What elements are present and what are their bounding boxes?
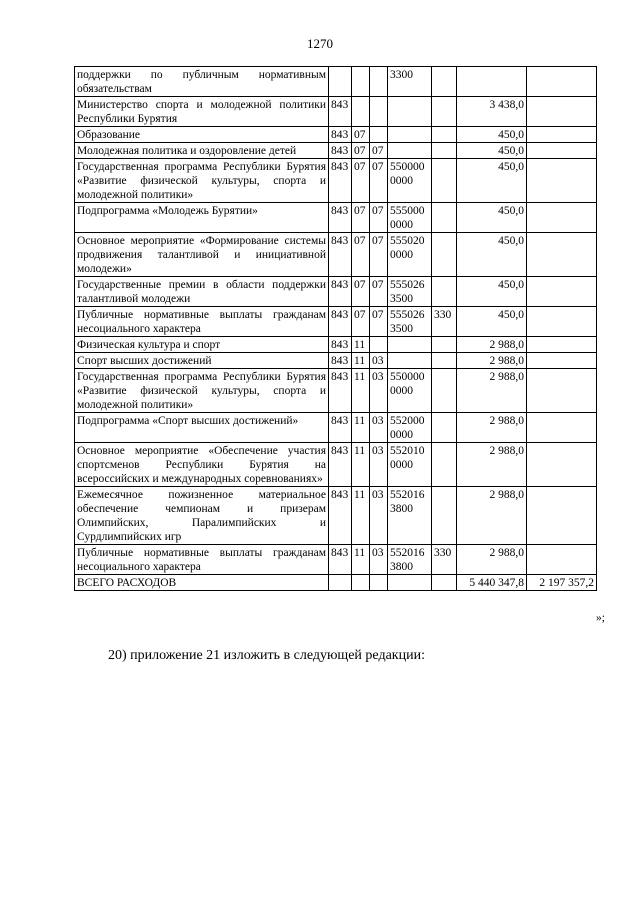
row-ved-cell: 843: [329, 233, 352, 277]
row-rz-cell: 11: [352, 353, 370, 369]
table-row: [75, 127, 597, 143]
row-sum1-cell: 3 438,0: [457, 97, 527, 127]
row-vr-cell: 330: [432, 307, 457, 337]
row-name-cell: Спорт высших достижений: [75, 353, 329, 369]
row-sum2-cell: [527, 233, 597, 277]
row-vr-cell: [432, 413, 457, 443]
row-csr-cell: 550000 0000: [388, 369, 432, 413]
table-row: [75, 277, 597, 307]
row-name-cell: Подпрограмма «Молодежь Бурятии»: [75, 203, 329, 233]
row-pr-cell: 07: [370, 143, 388, 159]
total-row: [75, 575, 597, 591]
row-vr-cell: [432, 443, 457, 487]
row-name-cell: Молодежная политика и оздоровление детей: [75, 143, 329, 159]
table-row: [75, 97, 597, 127]
row-vr-cell: [432, 67, 457, 97]
row-vr-cell: [432, 277, 457, 307]
table-row: [75, 233, 597, 277]
row-rz-cell: 07: [352, 143, 370, 159]
row-csr-cell: 3300: [388, 67, 432, 97]
total-suffix: »;: [596, 612, 605, 624]
row-name-cell: Основное мероприятие «Обеспечение участия спортсменов Республики Бурятия на всероссийских и международных соревнованиях»: [75, 443, 329, 487]
total-empty-cell: [432, 575, 457, 591]
row-rz-cell: 07: [352, 127, 370, 143]
row-sum2-cell: [527, 353, 597, 369]
row-csr-cell: [388, 353, 432, 369]
budget-table: [74, 66, 597, 591]
row-sum1-cell: 450,0: [457, 307, 527, 337]
row-vr-cell: [432, 369, 457, 413]
row-sum1-cell: 450,0: [457, 127, 527, 143]
row-sum1-cell: 450,0: [457, 277, 527, 307]
total-empty-cell: [370, 575, 388, 591]
row-sum1-cell: 2 988,0: [457, 487, 527, 545]
row-ved-cell: 843: [329, 307, 352, 337]
row-csr-cell: 552010 0000: [388, 443, 432, 487]
row-pr-cell: [370, 337, 388, 353]
total-sum1-cell: 5 440 347,8: [457, 575, 527, 591]
row-ved-cell: 843: [329, 369, 352, 413]
row-csr-cell: [388, 127, 432, 143]
row-pr-cell: 07: [370, 233, 388, 277]
table-row: [75, 67, 597, 97]
row-name-cell: Государственные премии в области поддержки талантливой молодежи: [75, 277, 329, 307]
row-pr-cell: 03: [370, 545, 388, 575]
row-sum1-cell: 2 988,0: [457, 369, 527, 413]
row-name-cell: Министерство спорта и молодежной политики Республики Бурятия: [75, 97, 329, 127]
row-rz-cell: 11: [352, 487, 370, 545]
row-ved-cell: 843: [329, 413, 352, 443]
row-sum2-cell: [527, 203, 597, 233]
row-vr-cell: [432, 159, 457, 203]
row-sum1-cell: 2 988,0: [457, 353, 527, 369]
row-csr-cell: 555000 0000: [388, 203, 432, 233]
table-row: [75, 487, 597, 545]
row-pr-cell: 07: [370, 203, 388, 233]
row-rz-cell: 07: [352, 159, 370, 203]
row-vr-cell: [432, 337, 457, 353]
row-vr-cell: [432, 143, 457, 159]
row-pr-cell: 03: [370, 413, 388, 443]
row-ved-cell: 843: [329, 337, 352, 353]
row-sum2-cell: [527, 443, 597, 487]
row-rz-cell: 07: [352, 277, 370, 307]
row-csr-cell: 555020 0000: [388, 233, 432, 277]
row-sum1-cell: [457, 67, 527, 97]
table-row: [75, 337, 597, 353]
row-csr-cell: 552016 3800: [388, 545, 432, 575]
table-row: [75, 353, 597, 369]
row-sum1-cell: 450,0: [457, 143, 527, 159]
page-number: 1270: [307, 36, 333, 51]
table-row: [75, 143, 597, 159]
total-empty-cell: [352, 575, 370, 591]
row-name-cell: Государственная программа Республики Бурятия «Развитие физической культуры, спорта и молодежной политики»: [75, 369, 329, 413]
row-sum1-cell: 450,0: [457, 203, 527, 233]
row-pr-cell: [370, 97, 388, 127]
table-row: [75, 443, 597, 487]
row-sum2-cell: [527, 97, 597, 127]
row-vr-cell: [432, 97, 457, 127]
row-pr-cell: 03: [370, 443, 388, 487]
row-name-cell: Государственная программа Республики Бурятия «Развитие физической культуры, спорта и молодежной политики»: [75, 159, 329, 203]
row-pr-cell: 03: [370, 369, 388, 413]
row-pr-cell: 07: [370, 307, 388, 337]
row-ved-cell: 843: [329, 127, 352, 143]
row-rz-cell: 11: [352, 545, 370, 575]
row-sum2-cell: [527, 127, 597, 143]
row-ved-cell: 843: [329, 545, 352, 575]
row-ved-cell: [329, 67, 352, 97]
row-sum2-cell: [527, 337, 597, 353]
row-sum1-cell: 2 988,0: [457, 413, 527, 443]
table-row: [75, 413, 597, 443]
row-rz-cell: 07: [352, 203, 370, 233]
row-name-cell: Публичные нормативные выплаты гражданам несоциального характера: [75, 307, 329, 337]
row-sum1-cell: 2 988,0: [457, 337, 527, 353]
total-label: ВСЕГО РАСХОДОВ: [75, 575, 329, 591]
row-sum2-cell: [527, 369, 597, 413]
row-name-cell: Основное мероприятие «Формирование системы продвижения талантливой и инициативной молодежи»: [75, 233, 329, 277]
row-name-cell: Подпрограмма «Спорт высших достижений»: [75, 413, 329, 443]
row-ved-cell: 843: [329, 353, 352, 369]
row-ved-cell: 843: [329, 203, 352, 233]
row-rz-cell: 07: [352, 307, 370, 337]
row-vr-cell: [432, 203, 457, 233]
row-pr-cell: 03: [370, 487, 388, 545]
row-ved-cell: 843: [329, 443, 352, 487]
table-row: [75, 159, 597, 203]
row-sum2-cell: [527, 159, 597, 203]
total-empty-cell: [388, 575, 432, 591]
row-vr-cell: [432, 233, 457, 277]
row-pr-cell: [370, 127, 388, 143]
row-ved-cell: 843: [329, 487, 352, 545]
row-vr-cell: 330: [432, 545, 457, 575]
row-csr-cell: 555026 3500: [388, 307, 432, 337]
row-rz-cell: 11: [352, 413, 370, 443]
row-sum1-cell: 2 988,0: [457, 443, 527, 487]
row-csr-cell: 552016 3800: [388, 487, 432, 545]
row-rz-cell: [352, 67, 370, 97]
row-ved-cell: 843: [329, 97, 352, 127]
row-csr-cell: [388, 337, 432, 353]
row-vr-cell: [432, 127, 457, 143]
row-name-cell: поддержки по публичным нормативным обязательствам: [75, 67, 329, 97]
row-rz-cell: 11: [352, 443, 370, 487]
table-row: [75, 203, 597, 233]
row-name-cell: Публичные нормативные выплаты гражданам несоциального характера: [75, 545, 329, 575]
row-pr-cell: 03: [370, 353, 388, 369]
row-ved-cell: 843: [329, 277, 352, 307]
row-sum2-cell: [527, 545, 597, 575]
row-csr-cell: 552000 0000: [388, 413, 432, 443]
row-vr-cell: [432, 487, 457, 545]
table-row: [75, 545, 597, 575]
row-csr-cell: [388, 143, 432, 159]
row-sum2-cell: [527, 277, 597, 307]
row-sum2-cell: [527, 143, 597, 159]
table-row: [75, 369, 597, 413]
row-csr-cell: [388, 97, 432, 127]
row-rz-cell: 11: [352, 337, 370, 353]
instruction-text: 20) приложение 21 изложить в следующей редакции:: [108, 648, 425, 663]
table-row: [75, 307, 597, 337]
row-pr-cell: [370, 67, 388, 97]
row-name-cell: Образование: [75, 127, 329, 143]
row-csr-cell: 555026 3500: [388, 277, 432, 307]
row-name-cell: Физическая культура и спорт: [75, 337, 329, 353]
row-sum1-cell: 2 988,0: [457, 545, 527, 575]
row-rz-cell: [352, 97, 370, 127]
row-sum1-cell: 450,0: [457, 159, 527, 203]
row-name-cell: Ежемесячное пожизненное материальное обеспечение чемпионам и призерам Олимпийских, Паралимпийских и Сурдлимпийских игр: [75, 487, 329, 545]
row-rz-cell: 11: [352, 369, 370, 413]
total-sum2-cell: 2 197 357,2: [527, 575, 597, 591]
row-sum2-cell: [527, 413, 597, 443]
row-pr-cell: 07: [370, 277, 388, 307]
row-ved-cell: 843: [329, 143, 352, 159]
row-sum2-cell: [527, 307, 597, 337]
total-empty-cell: [329, 575, 352, 591]
row-vr-cell: [432, 353, 457, 369]
row-sum2-cell: [527, 487, 597, 545]
row-sum1-cell: 450,0: [457, 233, 527, 277]
row-pr-cell: 07: [370, 159, 388, 203]
row-csr-cell: 550000 0000: [388, 159, 432, 203]
row-ved-cell: 843: [329, 159, 352, 203]
row-sum2-cell: [527, 67, 597, 97]
row-rz-cell: 07: [352, 233, 370, 277]
